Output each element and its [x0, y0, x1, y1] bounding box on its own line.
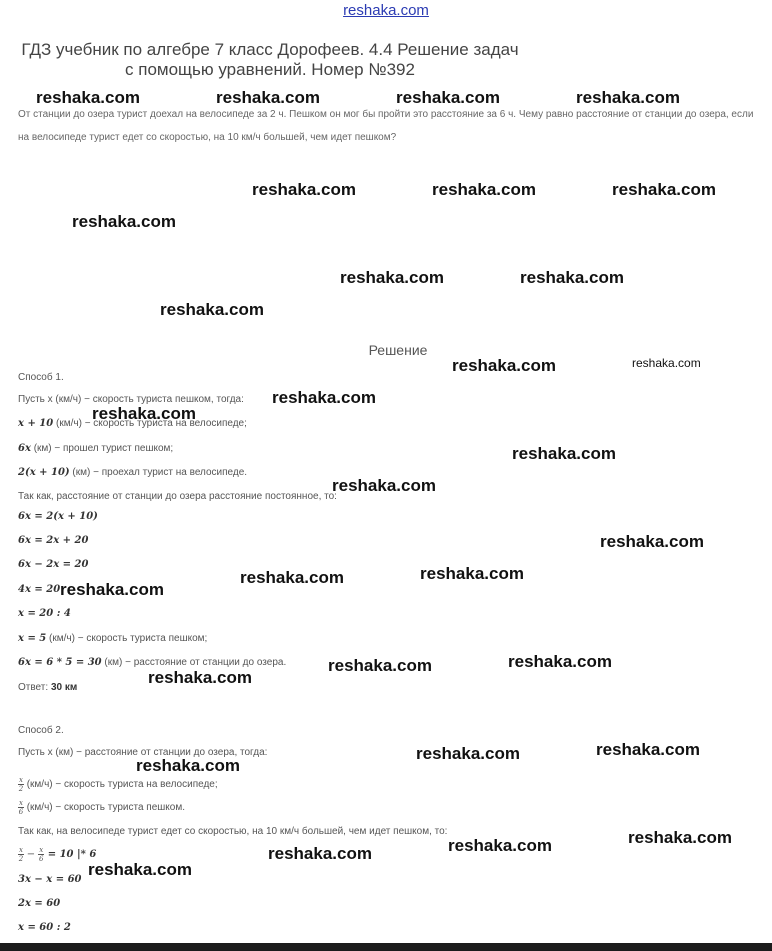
watermark: reshaka.com — [596, 740, 700, 759]
page-title-line-2: с помощью уравнений. Номер №392 — [125, 60, 415, 79]
method-2-label: Способ 2. — [18, 725, 64, 736]
watermark: reshaka.com — [628, 828, 732, 847]
site-link[interactable]: reshaka.com — [343, 2, 429, 19]
equation: 2x = 60 — [18, 898, 61, 909]
method-1-line-4: Так как, расстояние от станции до озера расстояние постоянное, то: — [18, 491, 337, 502]
method-2-intro: Пусть x (км) − расстояние от станции до озера, тогда: — [18, 747, 268, 758]
method-1-line-1: x + 10 (км/ч) − скорость туриста на велосипеде; — [18, 418, 247, 429]
watermark: reshaka.com — [420, 564, 524, 583]
watermark: reshaka.com — [60, 580, 164, 599]
page-title — [0, 40, 540, 80]
equation: x = 60 : 2 — [18, 922, 71, 933]
task-text: От станции до озера турист доехал на велосипеде за 2 ч. Пешком он мог бы пройти это расстояние за 6 ч. Чему равно расстояние от станции до озера, если на велосипеде турист едет со скоростью, на 10 км/ч большей, чем идет пешком? — [18, 109, 754, 143]
watermark: reshaka.com — [72, 212, 176, 231]
equation: 6x = 2x + 20 — [18, 535, 89, 546]
watermark: reshaka.com — [396, 88, 500, 107]
method-2-line-2: $\frac{x}{6}$ (км/ч) − скорость туриста пешком. — [18, 799, 186, 816]
watermark: reshaka.com — [448, 836, 552, 855]
solution-heading: Решение — [368, 342, 428, 358]
watermark: reshaka.com — [88, 860, 192, 879]
watermark: reshaka.com — [452, 356, 556, 375]
watermark: reshaka.com — [148, 668, 252, 687]
method-1-result-distance: 6x = 6 * 5 = 30 (км) − расстояние от станции до озера. — [18, 657, 287, 668]
watermark: reshaka.com — [332, 476, 436, 495]
watermark: reshaka.com — [600, 532, 704, 551]
watermark: reshaka.com — [92, 404, 196, 423]
watermark: reshaka.com — [340, 268, 444, 287]
watermark: reshaka.com — [328, 656, 432, 675]
method-2-line-3: Так как, на велосипеде турист едет со скоростью, на 10 км/ч большей, чем идет пешком, то: — [18, 826, 448, 837]
equation: 6x = 2(x + 10) — [18, 511, 98, 522]
method-1-label: Способ 1. — [18, 372, 64, 383]
bottom-bar — [0, 943, 772, 951]
watermark: reshaka.com — [136, 756, 240, 775]
equation: 6x − 2x = 20 — [18, 559, 89, 570]
watermark: reshaka.com — [216, 88, 320, 107]
page-title-line-1: ГДЗ учебник по алгебре 7 класс Дорофеев. 4.4 Решение задач — [21, 40, 519, 59]
method-1-line-3: 2(x + 10) (км) − проехал турист на велосипеде. — [18, 467, 248, 478]
method-1-intro: Пусть x (км/ч) − скорость туриста пешком, тогда: — [18, 394, 244, 405]
watermark: reshaka.com — [160, 300, 264, 319]
watermark: reshaka.com — [416, 744, 520, 763]
watermark: reshaka.com — [520, 268, 624, 287]
method-1-result-speed: x = 5 (км/ч) − скорость туриста пешком; — [18, 633, 208, 644]
watermark: reshaka.com — [272, 388, 376, 407]
method-2-line-1: $\frac{x}{2}$ (км/ч) − скорость туриста на велосипеде; — [18, 776, 218, 793]
watermark: reshaka.com — [508, 652, 612, 671]
watermark: reshaka.com — [268, 844, 372, 863]
watermark: reshaka.com — [252, 180, 356, 199]
watermark: reshaka.com — [632, 356, 701, 370]
equation: 4x = 20 — [18, 584, 61, 595]
method-1-answer: Ответ: 30 км — [18, 682, 78, 693]
watermark: reshaka.com — [36, 88, 140, 107]
method-2-equation-1: $\frac{x}{2}$ − $\frac{x}{6}$ = 10 |* 6 — [18, 846, 97, 863]
watermark: reshaka.com — [432, 180, 536, 199]
watermark: reshaka.com — [512, 444, 616, 463]
method-1-line-2: 6x (км) − прошел турист пешком; — [18, 443, 174, 454]
watermark: reshaka.com — [240, 568, 344, 587]
watermark: reshaka.com — [612, 180, 716, 199]
watermark: reshaka.com — [576, 88, 680, 107]
equation: x = 20 : 4 — [18, 608, 71, 619]
equation: 3x − x = 60 — [18, 874, 82, 885]
